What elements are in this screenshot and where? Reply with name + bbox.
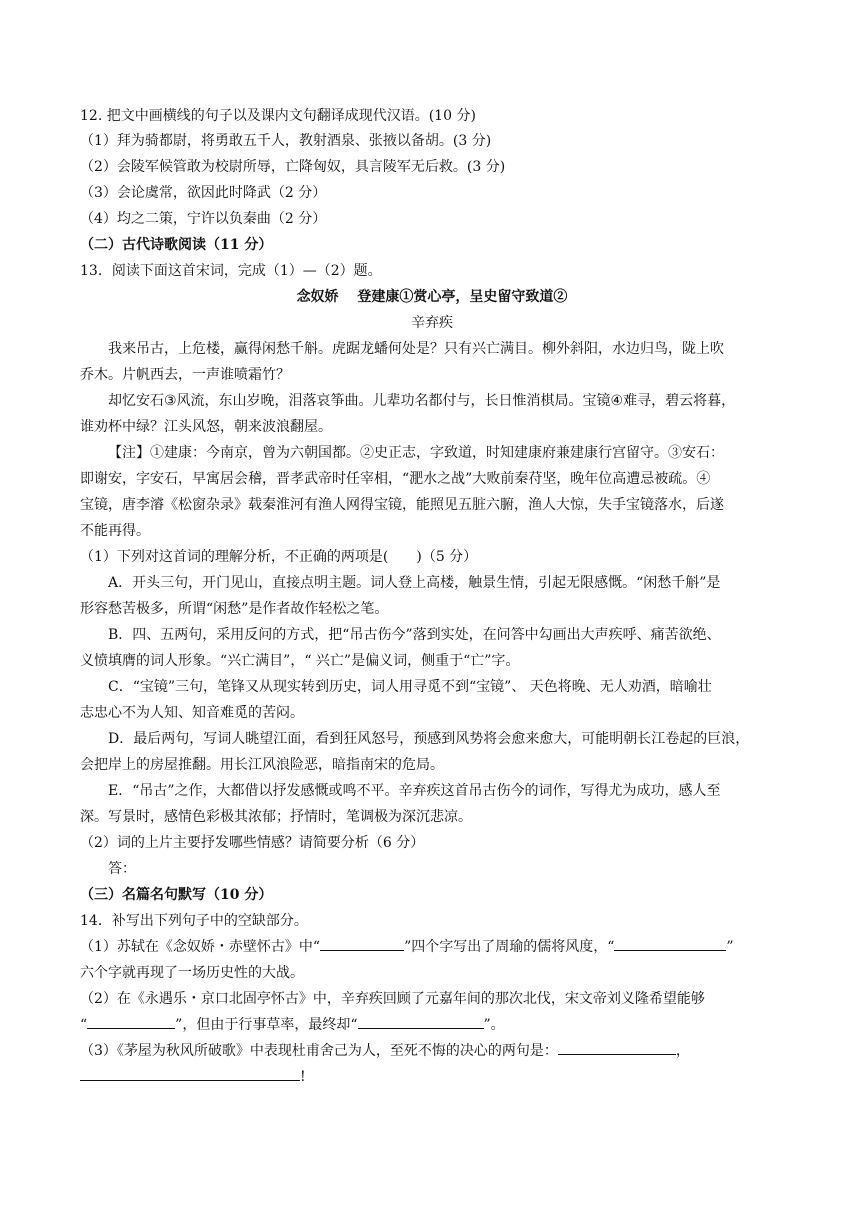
q12-item-2: （2）会陵军候管敢为校尉所辱，亡降匈奴，具言陵军无后救。(3 分) [80, 159, 506, 175]
section-3-heading: （三）名篇名句默写（10 分） [80, 887, 273, 903]
q14-item-2-line-2 [80, 1015, 505, 1035]
q14-item-3-line-1 [80, 1041, 690, 1061]
option-a-line-1: A．开头三句，开门见山，直接点明主题。词人登上高楼，触景生情，引起无限感慨。“闲愁千斛”是 [108, 575, 721, 591]
option-a-line-2: 形容愁苦极多，所谓“闲愁”是作者故作轻松之笔。 [80, 601, 389, 617]
q14-item-1-line-1 [80, 937, 734, 957]
blank-3[interactable] [87, 1015, 175, 1029]
q14-item-2-text-b: “ [80, 1017, 88, 1033]
blank-1[interactable] [320, 937, 404, 951]
option-e-line-2: 深。写景时，感情色彩极其浓郁；抒情时，笔调极为深沉悲凉。 [80, 809, 472, 825]
q14-item-1-text-b: ”四个字写出了周瑜的儒将风度，“ [404, 939, 615, 955]
q14-item-1-text-a: （1）苏轼在《念奴娇・赤壁怀古》中“ [80, 939, 321, 955]
blank-6[interactable] [80, 1067, 300, 1081]
q12-item-1: （1）拜为骑都尉，将勇敢五千人，教射酒泉、张掖以备胡。(3 分) [80, 133, 492, 149]
option-d-line-2: 会把岸上的房屋推翻。用长江风浪险恶，暗指南宋的危局。 [80, 757, 444, 773]
q14-item-3-text-b: ， [675, 1043, 690, 1059]
q14-title: 14．补写出下列句子中的空缺部分。 [80, 913, 308, 929]
q12-item-4: （4）均之二策，宁许以负秦曲（2 分） [80, 211, 327, 227]
poem-line-2: 乔木。片帆西去，一声谁喷霜竹？ [80, 367, 290, 383]
option-e-line-1: E．“吊古”之作，大都借以抒发感慨或鸣不平。辛弃疾这首吊古伤今的词作，写得尤为成功，感人至 [108, 783, 721, 799]
q12-item-3: （3）会论虞常，欲因此时降武（2 分） [80, 185, 327, 201]
note-line-2: 即谢安，字安石，早寓居会稽，晋孝武帝时任宰相，“淝水之战”大败前秦苻坚，晚年位高遭忌被疏。④ [80, 471, 711, 487]
note-line-3: 宝镜，唐李濬《松窗杂录》载秦淮河有渔人网得宝镜，能照见五脏六腑，渔人大惊，失手宝镜落水，后遂 [80, 497, 724, 513]
q13-sub2-title: （2）词的上片主要抒发哪些情感？请简要分析（6 分） [80, 835, 425, 851]
q14-item-3-text-a: （3）《茅屋为秋风所破歌》中表现杜甫舍己为人，至死不悔的决心的两句是： [80, 1043, 558, 1059]
poem-author: 辛弃疾 [411, 315, 453, 331]
section-2-heading: （二）古代诗歌阅读（11 分） [80, 237, 273, 253]
q14-item-2-line-1: （2）在《永遇乐・京口北固亭怀古》中，辛弃疾回顾了元嘉年间的那次北伐，宋文帝刘义隆希望能够 [80, 991, 705, 1007]
blank-5[interactable] [558, 1041, 676, 1055]
q14-item-2-text-d: ”。 [483, 1017, 505, 1033]
note-line-4: 不能再得。 [80, 523, 150, 539]
option-b-line-1: B．四、五两句，采用反问的方式，把“吊古伤今”落到实处，在问答中勾画出大声疾呼、痛苦欲绝、 [108, 627, 721, 643]
q14-item-1-line-2: 六个字就再现了一场历史性的大战。 [80, 965, 304, 981]
note-line-1: 【注】①建康：今南京，曾为六朝国都。②史正志，字致道，时知建康府兼建康行宫留守。③安石： [108, 445, 724, 461]
option-c-line-1: C．“宝镜”三句，笔锋又从现实转到历史，词人用寻觅不到“宝镜”、 天色将晚、无人劝酒，暗喻壮 [108, 679, 712, 695]
poem-line-3: 却忆安石③风流，东山岁晚，泪落哀筝曲。儿辈功名都付与，长日惟消棋局。宝镜④难寻，碧云将暮， [108, 393, 736, 409]
option-d-line-1: D．最后两句，写词人眺望江面，看到狂风怒号，预感到风势将会愈来愈大，可能明朝长江卷起的巨浪， [108, 731, 750, 747]
blank-4[interactable] [358, 1015, 484, 1029]
poem-line-4: 谁劝杯中绿？江头风怒，朝来波浪翻屋。 [80, 419, 332, 435]
q14-item-3-text-c: ! [300, 1069, 306, 1085]
option-b-line-2: 义愤填膺的词人形象。“兴亡满目”，“ 兴亡”是偏义词，侧重于“亡”字。 [80, 653, 520, 669]
q14-item-3-line-2 [80, 1067, 306, 1087]
blank-2[interactable] [614, 937, 726, 951]
poem-title: 念奴娇 登建康①赏心亭，呈史留守致道② [296, 289, 568, 305]
q14-item-2-text-c: ”，但由于行事草率，最终却“ [175, 1017, 358, 1033]
answer-label: 答： [108, 861, 136, 877]
q12-title: 12. 把文中画横线的句子以及课内文句翻译成现代汉语。(10 分) [80, 108, 476, 124]
option-c-line-2: 志忠心不为人知、知音难觅的苦闷。 [80, 705, 304, 721]
q13-sub1-title: （1）下列对这首词的理解分析，不正确的两项是( )（5 分） [80, 549, 478, 565]
poem-line-1: 我来吊古，上危楼，赢得闲愁千斛。虎踞龙蟠何处是？只有兴亡满目。柳外斜阳，水边归鸟，陇上吹 [108, 341, 724, 357]
q14-item-1-text-c: ” [726, 939, 734, 955]
q13-title: 13．阅读下面这首宋词，完成（1）—（2）题。 [80, 263, 382, 279]
